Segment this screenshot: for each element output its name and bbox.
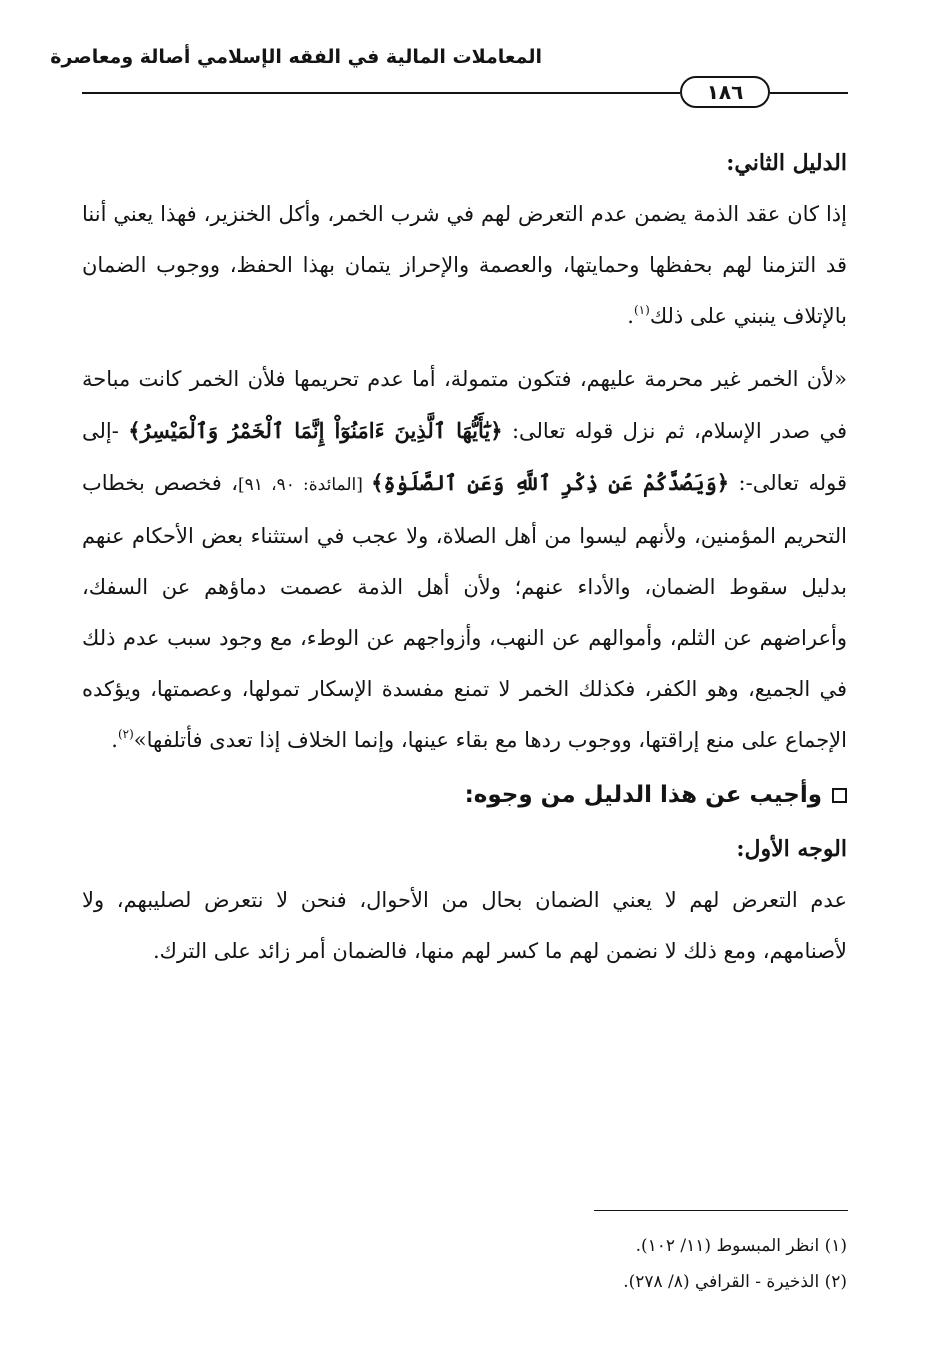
quran-verse-1: ﴿يَٰٓأَيُّهَا ٱلَّذِينَ ءَامَنُوٓاْ إِنَّمَا ٱلْخَمْرُ وَٱلْمَيْسِرُ﴾	[128, 418, 503, 443]
heading-second-evidence: الدليل الثاني:	[726, 150, 847, 176]
quote-part-2: -إلى قوله تعالى-:	[82, 419, 848, 495]
header-rule-right	[770, 92, 848, 94]
quran-reference: [المائدة: ٩٠، ٩١]	[238, 475, 372, 495]
paragraph-3: عدم التعرض لهم لا يعني الضمان بحال من الأحوال، فنحن لا نتعرض لصليبهم، ولا لأصنامهم، ومع ذلك لا نضمن لهم ما كسر لهم منها، فالضمان أمر زائد على الترك.	[82, 888, 847, 963]
quote-part-3: ، فخصص بخطاب التحريم المؤمنين، ولأنهم ليسوا من أهل الصلاة، ولا عجب في استثناء بعض الأحكام عنهم بدليل سقوط الضمان، والأداء عنهم؛ ولأن أهل الذمة عصمت دماؤهم عن السفك، وأعراضهم عن الثلم، وأموالهم عن النهب، وأزواجهم عن الوطء، مع وجود سبب عدم ذلك في الجميع، وهو الكفر، فكذلك الخمر لا تمنع مفسدة الإسكار تمولها، وعصمتها، ويؤكده الإجماع على منع إراقتها، ووجوب ردها مع بقاء عينها، وإنما الخلاف إذا تعدى فأتلفها»	[82, 471, 847, 752]
running-title: المعاملات المالية في الفقه الإسلامي أصالة ومعاصرة	[50, 46, 542, 68]
page-number: ١٨٦	[680, 76, 770, 108]
footnote-marker-1: (١)	[633, 303, 650, 317]
square-bullet-icon	[832, 788, 847, 803]
paragraph-1	[82, 189, 847, 342]
footnotes	[82, 1228, 847, 1300]
section-heading-text: وأجيب عن هذا الدليل من وجوه:	[464, 782, 822, 808]
subheading-first-aspect: الوجه الأول:	[736, 836, 847, 862]
paragraph-1-text: إذا كان عقد الذمة يضمن عدم التعرض لهم في شرب الخمر، وأكل الخنزير، فهذا يعني أننا قد التزمنا لهم بحفظها وحمايتها، والعصمة والإحراز يتمان بهذا الحفظ، ووجوب الضمان بالإتلاف ينبني على ذلك	[82, 202, 847, 328]
header-rule-left	[82, 92, 680, 94]
quote-end: .	[111, 728, 118, 752]
footnote-2: (٢) الذخيرة - القرافي (٨/ ٢٧٨).	[623, 1272, 847, 1292]
footnote-1: (١) انظر المبسوط (١١/ ١٠٢).	[635, 1236, 847, 1256]
quote-part-1: «لأن الخمر غير محرمة عليهم، فتكون متمولة، أما عدم تحريمها فلأن الخمر كانت مباحة في صدر الإسلام، ثم نزل قوله تعالى:	[82, 367, 847, 443]
section-heading	[82, 766, 847, 824]
quran-verse-2: ﴿وَيَصُدَّكُمْ عَن ذِكْرِ ٱللَّهِ وَعَنِ ٱلصَّلَوٰةِ﴾	[371, 470, 730, 495]
main-text	[82, 138, 847, 977]
footnote-separator	[594, 1210, 848, 1211]
spacer	[82, 342, 847, 354]
paragraph-1-end: .	[627, 304, 634, 328]
quote-paragraph	[82, 354, 847, 766]
footnote-marker-2: (٢)	[117, 727, 134, 741]
